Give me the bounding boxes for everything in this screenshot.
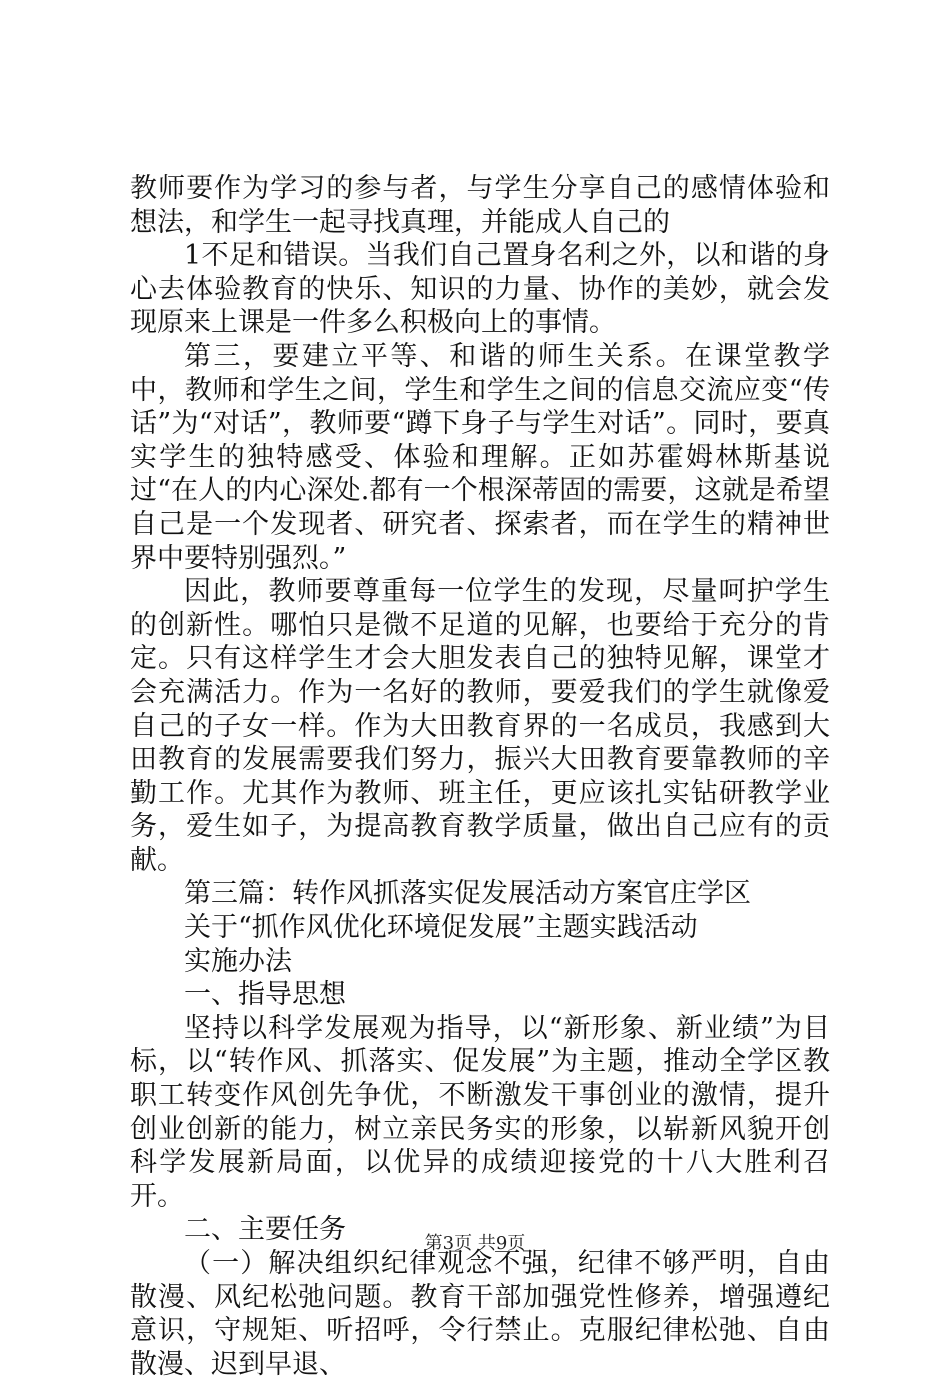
paragraph-2: 1不足和错误。当我们自己置身名利之外，以和谐的身心去体验教育的快乐、知识的力量、协作的美妙，就会发现原来上课是一件多么积极向上的事情。 [130, 240, 830, 339]
document-body [130, 172, 830, 1381]
heading-main-tasks: 二、主要任务 [184, 1214, 346, 1246]
paragraph-task-1: （一）解决组织纪律观念不强，纪律不够严明，自由散漫、风纪松弛问题。教育干部加强党性修养，增强遵纪意识，守规矩、听招呼，令行禁止。克服纪律松弛、自由散漫、迟到早退、 [130, 1248, 830, 1380]
paragraph-3: 第三，要建立平等、和谐的师生关系。在课堂教学中，教师和学生之间，学生和学生之间的信息交流应变“传话”为“对话”，教师要“蹲下身子与学生对话”。同时，要真实学生的独特感受、体验和理解。正如苏霍姆林斯基说过“在人的内心深处.都有一个根深蒂固的需要，这就是希望自己是一个发现者、研究者、探索者，而在学生的精神世界中要特别强烈。” [130, 340, 830, 574]
section-heading: 第三篇：转作风抓落实促发展活动方案官庄学区 [184, 878, 751, 910]
paragraph-1: 教师要作为学习的参与者，与学生分享自己的感情体验和想法，和学生一起寻找真理，并能成人自己的 [130, 173, 830, 238]
heading-guiding-ideology: 一、指导思想 [184, 979, 346, 1011]
page-footer: 第3页 共9页 [424, 1233, 526, 1254]
paragraph-4: 因此，教师要尊重每一位学生的发现，尽量呵护学生的创新性。哪怕只是微不足道的见解，也要给于充分的肯定。只有这样学生才会大胆发表自己的独特见解，课堂才会充满活力。作为一名好的教师，要爱我们的学生就像爱自己的子女一样。作为大田教育界的一名成员，我感到大田教育的发展需要我们努力，振兴大田教育要靠教师的辛勤工作。尤其作为教师、班主任，更应该扎实钻研教学业务，爱生如子，为提高教育教学质量，做出自己应有的贡献。 [130, 576, 830, 876]
document-title: 关于“抓作风优化环境促发展”主题实践活动 [184, 912, 698, 944]
document-subtitle: 实施办法 [184, 945, 292, 977]
paragraph-guiding-ideology: 坚持以科学发展观为指导，以“新形象、新业绩”为目标，以“转作风、抓落实、促发展”为主题，推动全学区教职工转变作风创先争优，不断激发干事创业的激情，提升创业创新的能力，树立亲民务实的形象，以崭新风貌开创科学发展新局面，以优异的成绩迎接党的十八大胜利召开。 [130, 1012, 830, 1212]
